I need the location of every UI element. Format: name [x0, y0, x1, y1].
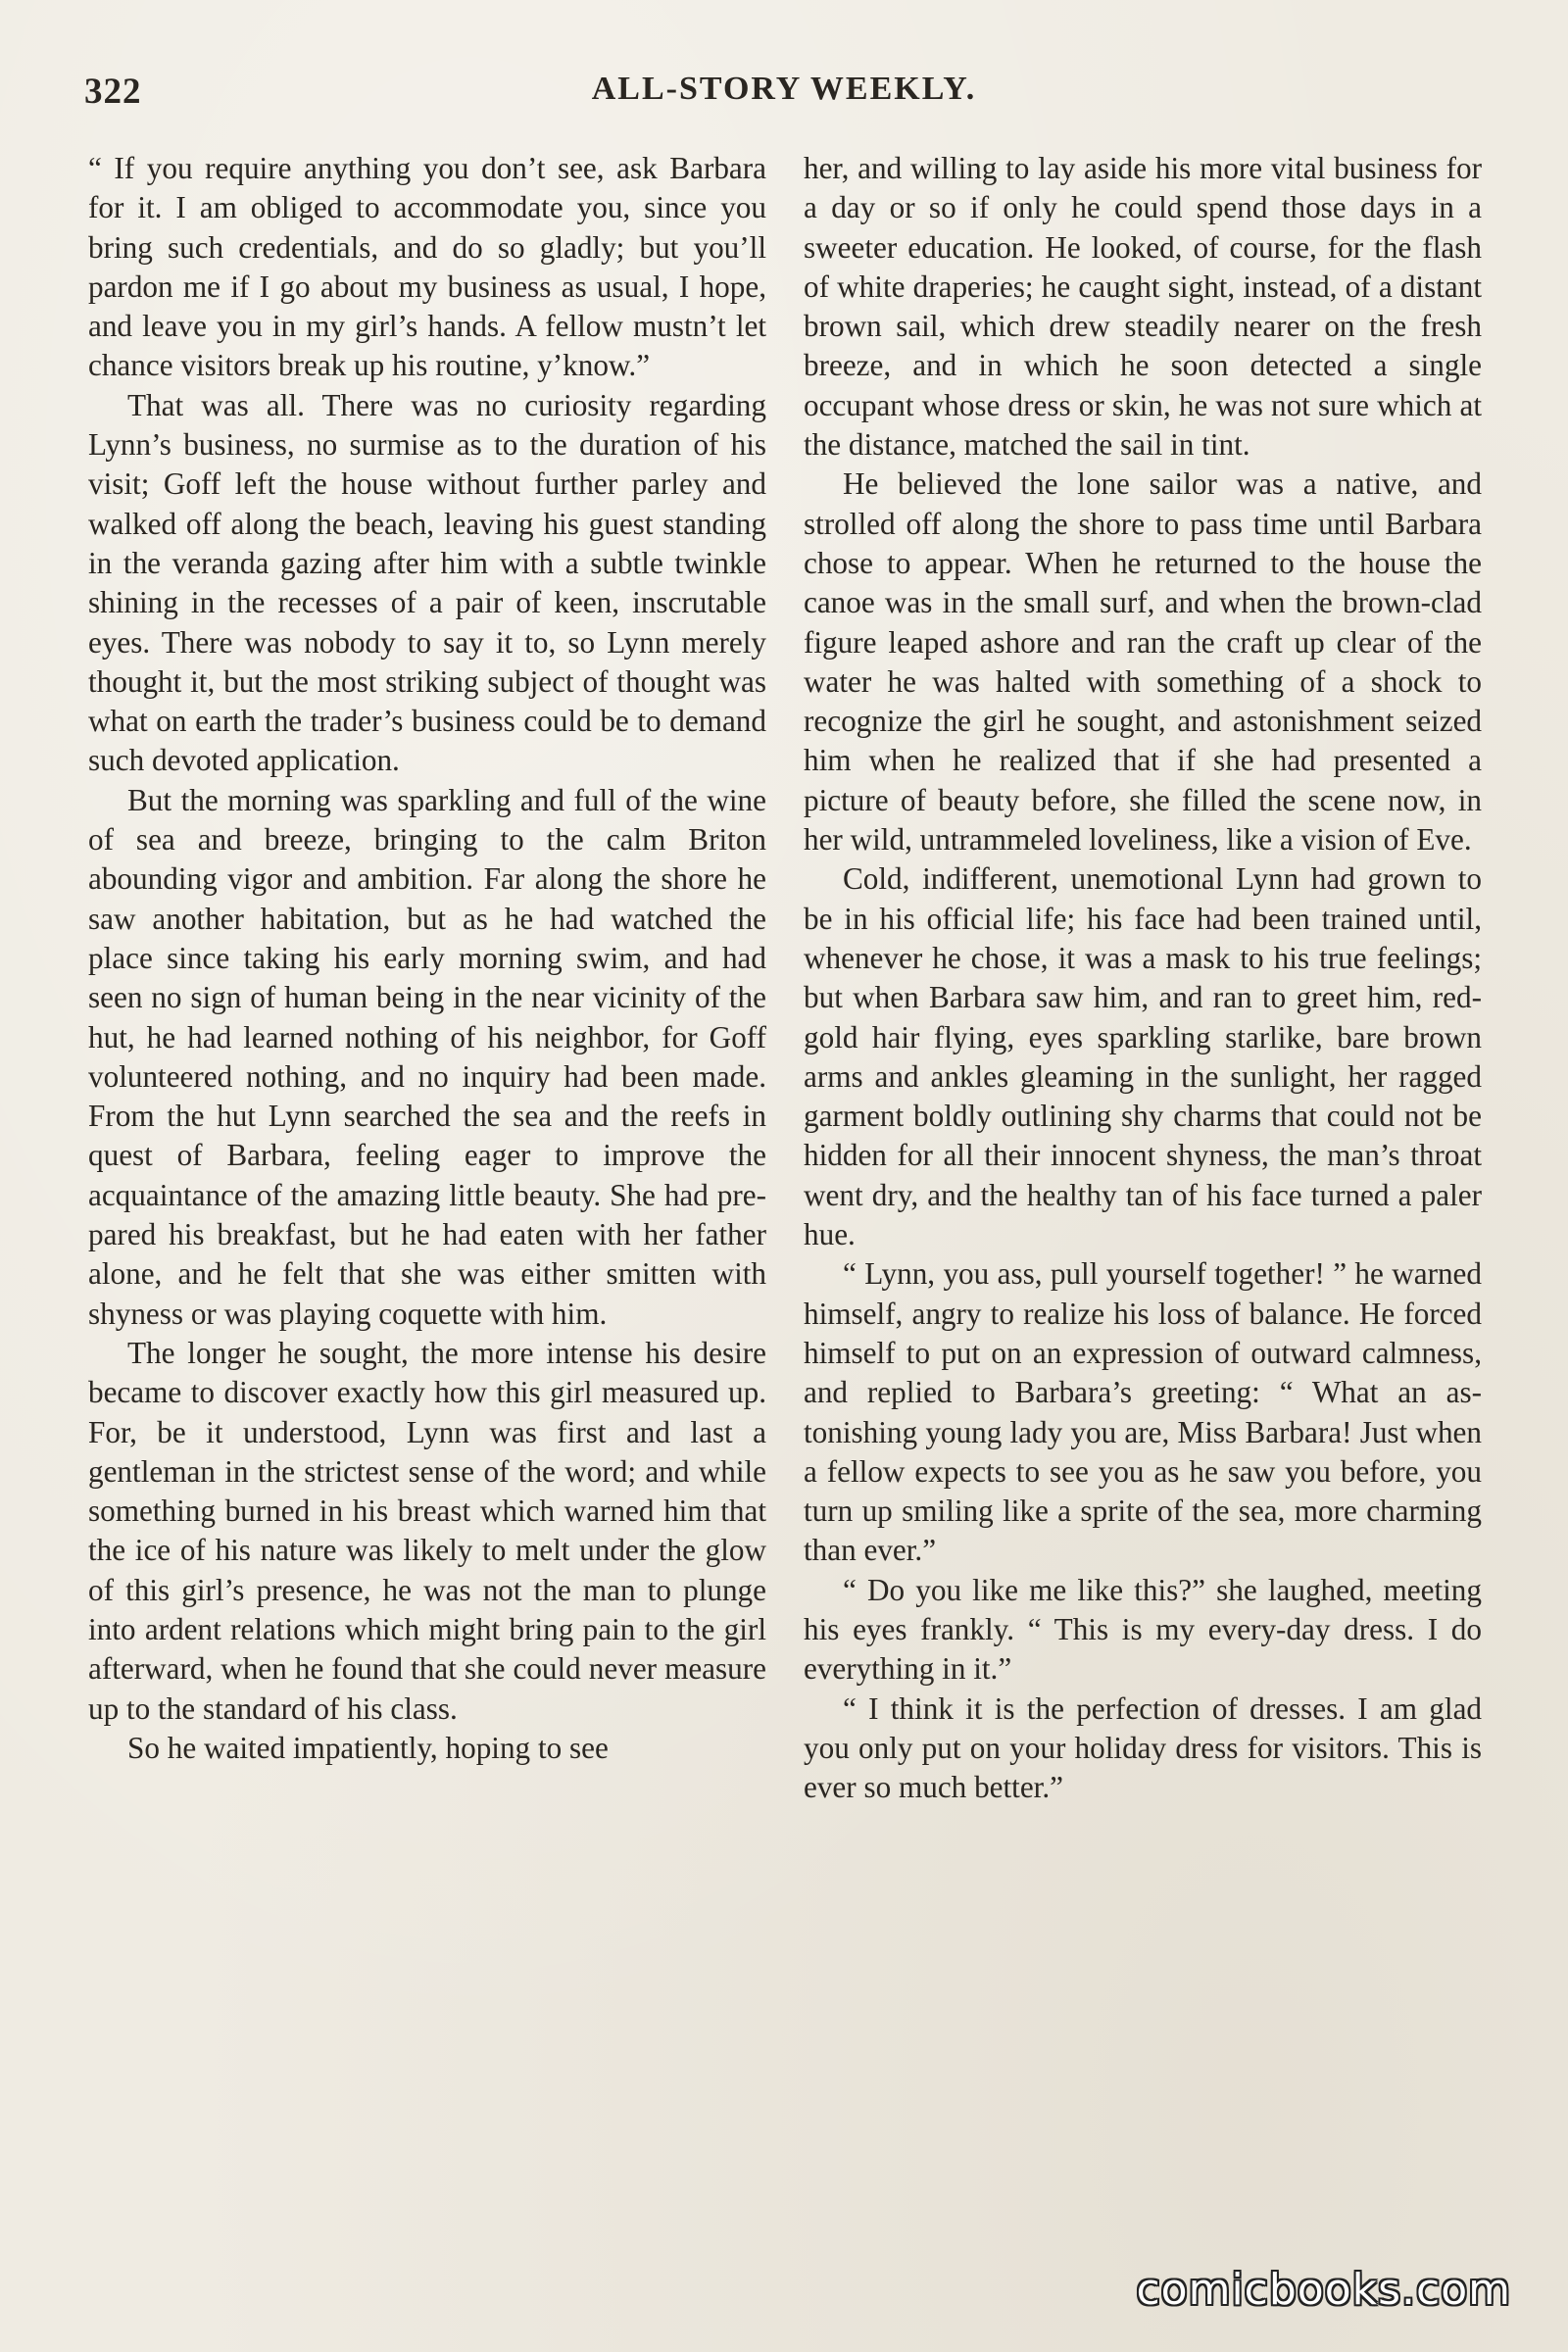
- page-number: 322: [84, 72, 142, 112]
- paragraph: Cold, indifferent, unemotional Lynn had grown to be in his official life; his face had been trained until, whenever he chose, it was a mask to his true feelings; but when Barbara saw him, and ran to greet him, red-gold hair flying, eyes sparkling starlike, bare brown arms and ankles gleaming in the sunlight, her ragged garment boldly outlining shy charms that could not be hidden for all their innocent shyness, the man’s throat went dry, and the healthy tan of his face turned a paler hue.: [804, 861, 1482, 1252]
- watermark: comicbooks.com: [1136, 2265, 1511, 2315]
- paragraph: “ I think it is the perfection of dresses. I am glad you only put on your holiday dress for visitors. This is ever so much better.”: [804, 1690, 1482, 1805]
- page-header: [84, 71, 1484, 129]
- left-column: [88, 149, 766, 1768]
- paragraph: “ Do you like me like this?” she laughed, meeting his eyes frankly. “ This is my every-day dress. I do everything in it.”: [804, 1572, 1482, 1687]
- paragraph: He believed the lone sailor was a native, and strolled off along the shore to pass time until Barbara chose to appear. When he returned to the house the canoe was in the small surf, and when the brown-clad figure leaped ashore and ran the craft up clear of the water he was halted with something of a shock to recognize the girl he sought, and astonishment seized him when he realized that if she had presented a picture of beauty before, she filled the scene now, in her wild, untrammeled loveliness, like a vision of Eve.: [804, 466, 1482, 858]
- paragraph: “ If you require anything you don’t see, ask Barbara for it. I am obliged to accommodate you, since you bring such credentials, and do so gladly; but you’ll pardon me if I go about my business as usual, I hope, and leave you in my girl’s hands. A fellow mustn’t let chance visitors break up his routine, y’know.”: [88, 151, 766, 383]
- paragraph: The longer he sought, the more intense his desire became to discover exactly how this girl measured up. For, be it understood, Lynn was first and last a gentleman in the strictest sense of the word; and while something burned in his breast which warned him that the ice of his nature was likely to melt under the glow of this girl’s presence, he was not the man to plunge into ardent relations which might bring pain to the girl afterward, when he found that she could never measure up to the standard of his class.: [88, 1335, 766, 1726]
- paragraph: “ Lynn, you ass, pull yourself together! ” he warned himself, angry to realize his loss of balance. He forced himself to put on an expression of outward calmness, and replied to Barbara’s greeting: “ What an astonishing young lady you are, Miss Barbara! Just when a fellow expects to see you as he saw you before, you turn up smiling like a sprite of the sea, more charming than ever.”: [804, 1256, 1482, 1568]
- paragraph: But the morning was sparkling and full of the wine of sea and breeze, bringing to the calm Briton abounding vigor and ambition. Far along the shore he saw another habitation, but as he had watched the place since taking his early morning swim, and had seen no sign of human being in the near vicinity of the hut, he had learned nothing of his neighbor, for Goff volunteered nothing, and no inquiry had been made. From the hut Lynn searched the sea and the reefs in quest of Barbara, feeling eager to improve the acquaintance of the amazing little beauty. She had prepared his breakfast, but he had eaten with her father alone, and he felt that she was either smitten with shyness or was playing coquette with him.: [88, 782, 766, 1331]
- paragraph: That was all. There was no curiosity regarding Lynn’s business, no surmise as to the duration of his visit; Goff left the house without further parley and walked off along the beach, leaving his guest standing in the veranda gazing after him with a subtle twinkle shining in the recesses of a pair of keen, inscrutable eyes. There was nobody to say it to, so Lynn merely thought it, but the most striking subject of thought was what on earth the trader’s business could be to demand such devoted application.: [88, 387, 766, 778]
- right-column: [804, 149, 1482, 1807]
- paragraph: So he waited impatiently, hoping to see: [127, 1730, 609, 1765]
- running-head: ALL-STORY WEEKLY.: [591, 71, 977, 107]
- paragraph: her, and willing to lay aside his more vital business for a day or so if only he could spend those days in a sweeter education. He looked, of course, for the flash of white draperies; he caught sight, instead, of a distant brown sail, which drew steadily nearer on the fresh breeze, and in which he soon detected a single occupant whose dress or skin, he was not sure which at the distance, matched the sail in tint.: [804, 151, 1482, 463]
